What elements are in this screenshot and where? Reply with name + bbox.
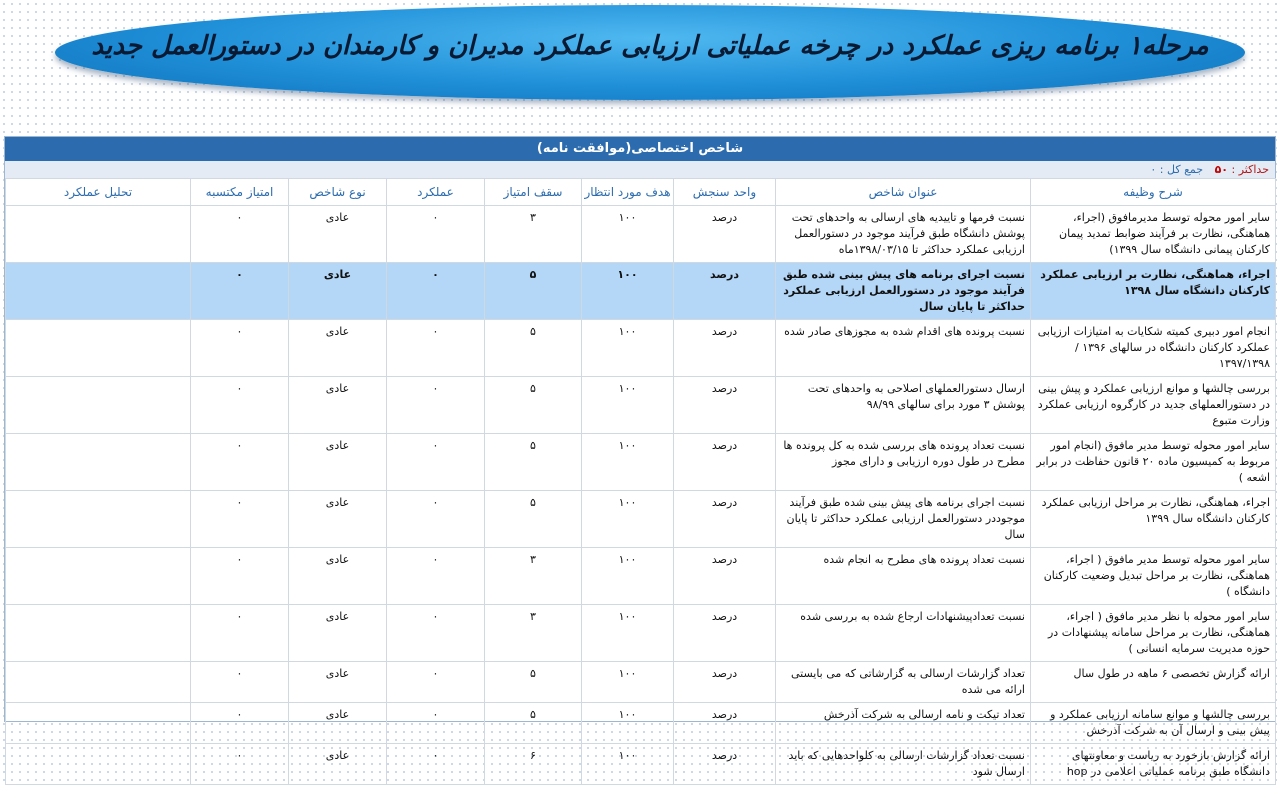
cell-title: نسبت تعداد گزارشات ارسالی به کلواحدهایی که باید ارسال شود — [776, 744, 1031, 785]
cell-score: ۰ — [191, 605, 289, 662]
cell-score: ۰ — [191, 703, 289, 744]
banner-title: مرحله۱ برنامه ریزی عملکرد در چرخه عملیاتی ارزیابی عملکرد مدیران و کارمندان در دستورالعمل جدید — [91, 31, 1209, 61]
cell-desc: انجام امور دبیری کمیته شکایات به امتیازات ارزیابی عملکرد کارکنان دانشگاه در سالهای ۱۳۹۶ / ۱۳۹۷/۱۳۹۸ — [1031, 320, 1276, 377]
cell-target: ۱۰۰ — [582, 605, 674, 662]
col-header-performance[interactable]: عملکرد — [387, 179, 485, 206]
summary-bar — [5, 161, 1275, 178]
cell-target: ۱۰۰ — [582, 206, 674, 263]
cell-title: نسبت تعداد پرونده های بررسی شده به کل پرونده ها مطرح در طول دوره ارزیابی و دارای مجوز — [776, 434, 1031, 491]
cell-desc: سایر امور محوله توسط مدیر مافوق (انجام امور مربوط به کمیسیون ماده ۲۰ قانون حفاظت در برابر اشعه ) — [1031, 434, 1276, 491]
cell-performance: ۰ — [387, 263, 485, 320]
cell-type: عادی — [289, 263, 387, 320]
cell-unit: درصد — [674, 434, 776, 491]
col-header-analysis[interactable]: تحلیل عملکرد — [6, 179, 191, 206]
cell-type: عادی — [289, 548, 387, 605]
cell-target: ۱۰۰ — [582, 548, 674, 605]
max-label: حداکثر : — [1231, 163, 1269, 176]
cell-cap: ۶ — [485, 744, 582, 785]
cell-desc: سایر امور محوله توسط مدیر مافوق ( اجراء، هماهنگی، نظارت بر مراحل تبدیل وضعیت کارکنان دانشگاه ) — [1031, 548, 1276, 605]
cell-unit: درصد — [674, 263, 776, 320]
cell-type: عادی — [289, 377, 387, 434]
table-row[interactable] — [6, 320, 1276, 377]
cell-cap: ۵ — [485, 491, 582, 548]
table-row[interactable] — [6, 377, 1276, 434]
cell-performance: ۰ — [387, 377, 485, 434]
cell-unit: درصد — [674, 377, 776, 434]
table-row[interactable] — [6, 206, 1276, 263]
cell-cap: ۳ — [485, 206, 582, 263]
cell-performance: ۰ — [387, 206, 485, 263]
cell-target: ۱۰۰ — [582, 662, 674, 703]
cell-title: نسبت تعدادپیشنهادات ارجاع شده به بررسی شده — [776, 605, 1031, 662]
cell-analysis — [6, 434, 191, 491]
cell-desc: اجراء، هماهنگی، نظارت بر مراحل ارزیابی عملکرد کارکنان دانشگاه سال ۱۳۹۹ — [1031, 491, 1276, 548]
cell-title: نسبت پرونده های اقدام شده به مجوزهای صادر شده — [776, 320, 1031, 377]
cell-desc: ارائه گزارش تخصصی ۶ ماهه در طول سال — [1031, 662, 1276, 703]
cell-performance: ۰ — [387, 662, 485, 703]
cell-analysis — [6, 320, 191, 377]
cell-cap: ۵ — [485, 662, 582, 703]
cell-cap: ۵ — [485, 434, 582, 491]
cell-performance: ۰ — [387, 548, 485, 605]
cell-target: ۱۰۰ — [582, 434, 674, 491]
col-header-title[interactable]: عنوان شاخص — [776, 179, 1031, 206]
cell-desc: سایر امور محوله توسط مدیرمافوق (اجراء، هماهنگی، نظارت بر فرآیند ضوابط تمدید پیمان کارکنان پیمانی دانشگاه سال ۱۳۹۹) — [1031, 206, 1276, 263]
cell-analysis — [6, 263, 191, 320]
cell-type: عادی — [289, 206, 387, 263]
cell-performance: ۰ — [387, 320, 485, 377]
cell-type: عادی — [289, 703, 387, 744]
cell-title: نسبت اجرای برنامه های پیش بینی شده طبق فرآیند موجود در دستورالعمل ارزیابی عملکرد حداکثر تا پایان سال — [776, 263, 1031, 320]
cell-cap: ۳ — [485, 548, 582, 605]
cell-target: ۱۰۰ — [582, 320, 674, 377]
col-header-score[interactable]: امتیاز مکتسبه — [191, 179, 289, 206]
cell-performance: ۰ — [387, 491, 485, 548]
cell-performance: ۰ — [387, 744, 485, 785]
panel-header: شاخص اختصاصی(موافقت نامه) — [5, 137, 1275, 161]
cell-desc: اجراء، هماهنگی، نظارت بر ارزیابی عملکرد کارکنان دانشگاه سال ۱۳۹۸ — [1031, 263, 1276, 320]
cell-type: عادی — [289, 744, 387, 785]
cell-analysis — [6, 744, 191, 785]
cell-cap: ۵ — [485, 703, 582, 744]
indicator-panel — [4, 136, 1276, 778]
table-row[interactable] — [6, 662, 1276, 703]
cell-performance: ۰ — [387, 703, 485, 744]
max-value: ۵۰ — [1214, 163, 1229, 176]
cell-target: ۱۰۰ — [582, 263, 674, 320]
col-header-unit[interactable]: واحد سنجش — [674, 179, 776, 206]
cell-score: ۰ — [191, 434, 289, 491]
cell-title: تعداد تیکت و نامه ارسالی به شرکت آذرخش — [776, 703, 1031, 744]
cell-unit: درصد — [674, 703, 776, 744]
cell-unit: درصد — [674, 662, 776, 703]
cell-analysis — [6, 662, 191, 703]
table-row[interactable] — [6, 263, 1276, 320]
cell-desc: ارائه گزارش بازخورد به ریاست و معاونتهای دانشگاه طبق برنامه عملیاتی اعلامی در hop — [1031, 744, 1276, 785]
cell-title: نسبت اجرای برنامه های پیش بینی شده طبق فرآیند موجوددر دستورالعمل ارزیابی عملکرد حداکثر تا پایان سال — [776, 491, 1031, 548]
table-row[interactable] — [6, 491, 1276, 548]
cell-score: ۰ — [191, 548, 289, 605]
cell-analysis — [6, 491, 191, 548]
cell-score: ۰ — [191, 662, 289, 703]
cell-type: عادی — [289, 320, 387, 377]
cell-desc: سایر امور محوله با نظر مدیر مافوق ( اجراء، هماهنگی، نظارت بر مراحل سامانه پیشنهادات در حوزه مدیریت سرمایه انسانی ) — [1031, 605, 1276, 662]
cell-desc: بررسی چالشها و موانع ارزیابی عملکرد و پیش بینی در دستورالعملهای جدید در کارگروه ارزیابی عملکرد وزارت متبوع — [1031, 377, 1276, 434]
indicator-table — [5, 178, 1276, 785]
col-header-target[interactable]: هدف مورد انتظار — [582, 179, 674, 206]
cell-score: ۰ — [191, 377, 289, 434]
cell-unit: درصد — [674, 744, 776, 785]
cell-target: ۱۰۰ — [582, 703, 674, 744]
cell-analysis — [6, 703, 191, 744]
cell-cap: ۵ — [485, 263, 582, 320]
title-banner — [55, 5, 1245, 100]
cell-type: عادی — [289, 605, 387, 662]
cell-title: ارسال دستورالعملهای اصلاحی به واحدهای تحت پوشش ۳ مورد برای سالهای ۹۸/۹۹ — [776, 377, 1031, 434]
cell-cap: ۵ — [485, 377, 582, 434]
cell-type: عادی — [289, 662, 387, 703]
cell-score: ۰ — [191, 263, 289, 320]
cell-target: ۱۰۰ — [582, 744, 674, 785]
cell-analysis — [6, 605, 191, 662]
table-row[interactable] — [6, 548, 1276, 605]
table-row[interactable] — [6, 605, 1276, 662]
col-header-desc[interactable]: شرح وظیفه — [1031, 179, 1276, 206]
col-header-type[interactable]: نوع شاخص — [289, 179, 387, 206]
table-row[interactable] — [6, 434, 1276, 491]
col-header-cap[interactable]: سقف امتیاز — [485, 179, 582, 206]
cell-score: ۰ — [191, 744, 289, 785]
table-row[interactable] — [6, 744, 1276, 785]
cell-performance: ۰ — [387, 605, 485, 662]
cell-analysis — [6, 377, 191, 434]
cell-title: نسبت تعداد پرونده های مطرح به انجام شده — [776, 548, 1031, 605]
cell-unit: درصد — [674, 491, 776, 548]
cell-unit: درصد — [674, 548, 776, 605]
cell-type: عادی — [289, 434, 387, 491]
cell-unit: درصد — [674, 320, 776, 377]
cell-score: ۰ — [191, 206, 289, 263]
cell-target: ۱۰۰ — [582, 491, 674, 548]
cell-unit: درصد — [674, 605, 776, 662]
cell-desc: بررسی چالشها و موانع سامانه ارزیابی عملکرد و پیش بینی و ارسال آن به شرکت آذرخش — [1031, 703, 1276, 744]
table-row[interactable] — [6, 703, 1276, 744]
cell-score: ۰ — [191, 491, 289, 548]
cell-cap: ۵ — [485, 320, 582, 377]
cell-analysis — [6, 548, 191, 605]
cell-target: ۱۰۰ — [582, 377, 674, 434]
cell-title: نسبت فرمها و تاییدیه های ارسالی به واحدهای تحت پوشش دانشگاه طبق فرآیند موجود در دستورالعمل ارزیابی عملکرد حداکثر تا ۱۳۹۸/۰۳/۱۵ماه — [776, 206, 1031, 263]
cell-type: عادی — [289, 491, 387, 548]
total-label: جمع کل : ۰ — [1150, 163, 1204, 176]
cell-performance: ۰ — [387, 434, 485, 491]
table-header-row — [6, 179, 1276, 206]
cell-unit: درصد — [674, 206, 776, 263]
cell-analysis — [6, 206, 191, 263]
cell-title: تعداد گزارشات ارسالی به گزارشاتی که می بایستی ارائه می شده — [776, 662, 1031, 703]
cell-cap: ۳ — [485, 605, 582, 662]
cell-score: ۰ — [191, 320, 289, 377]
